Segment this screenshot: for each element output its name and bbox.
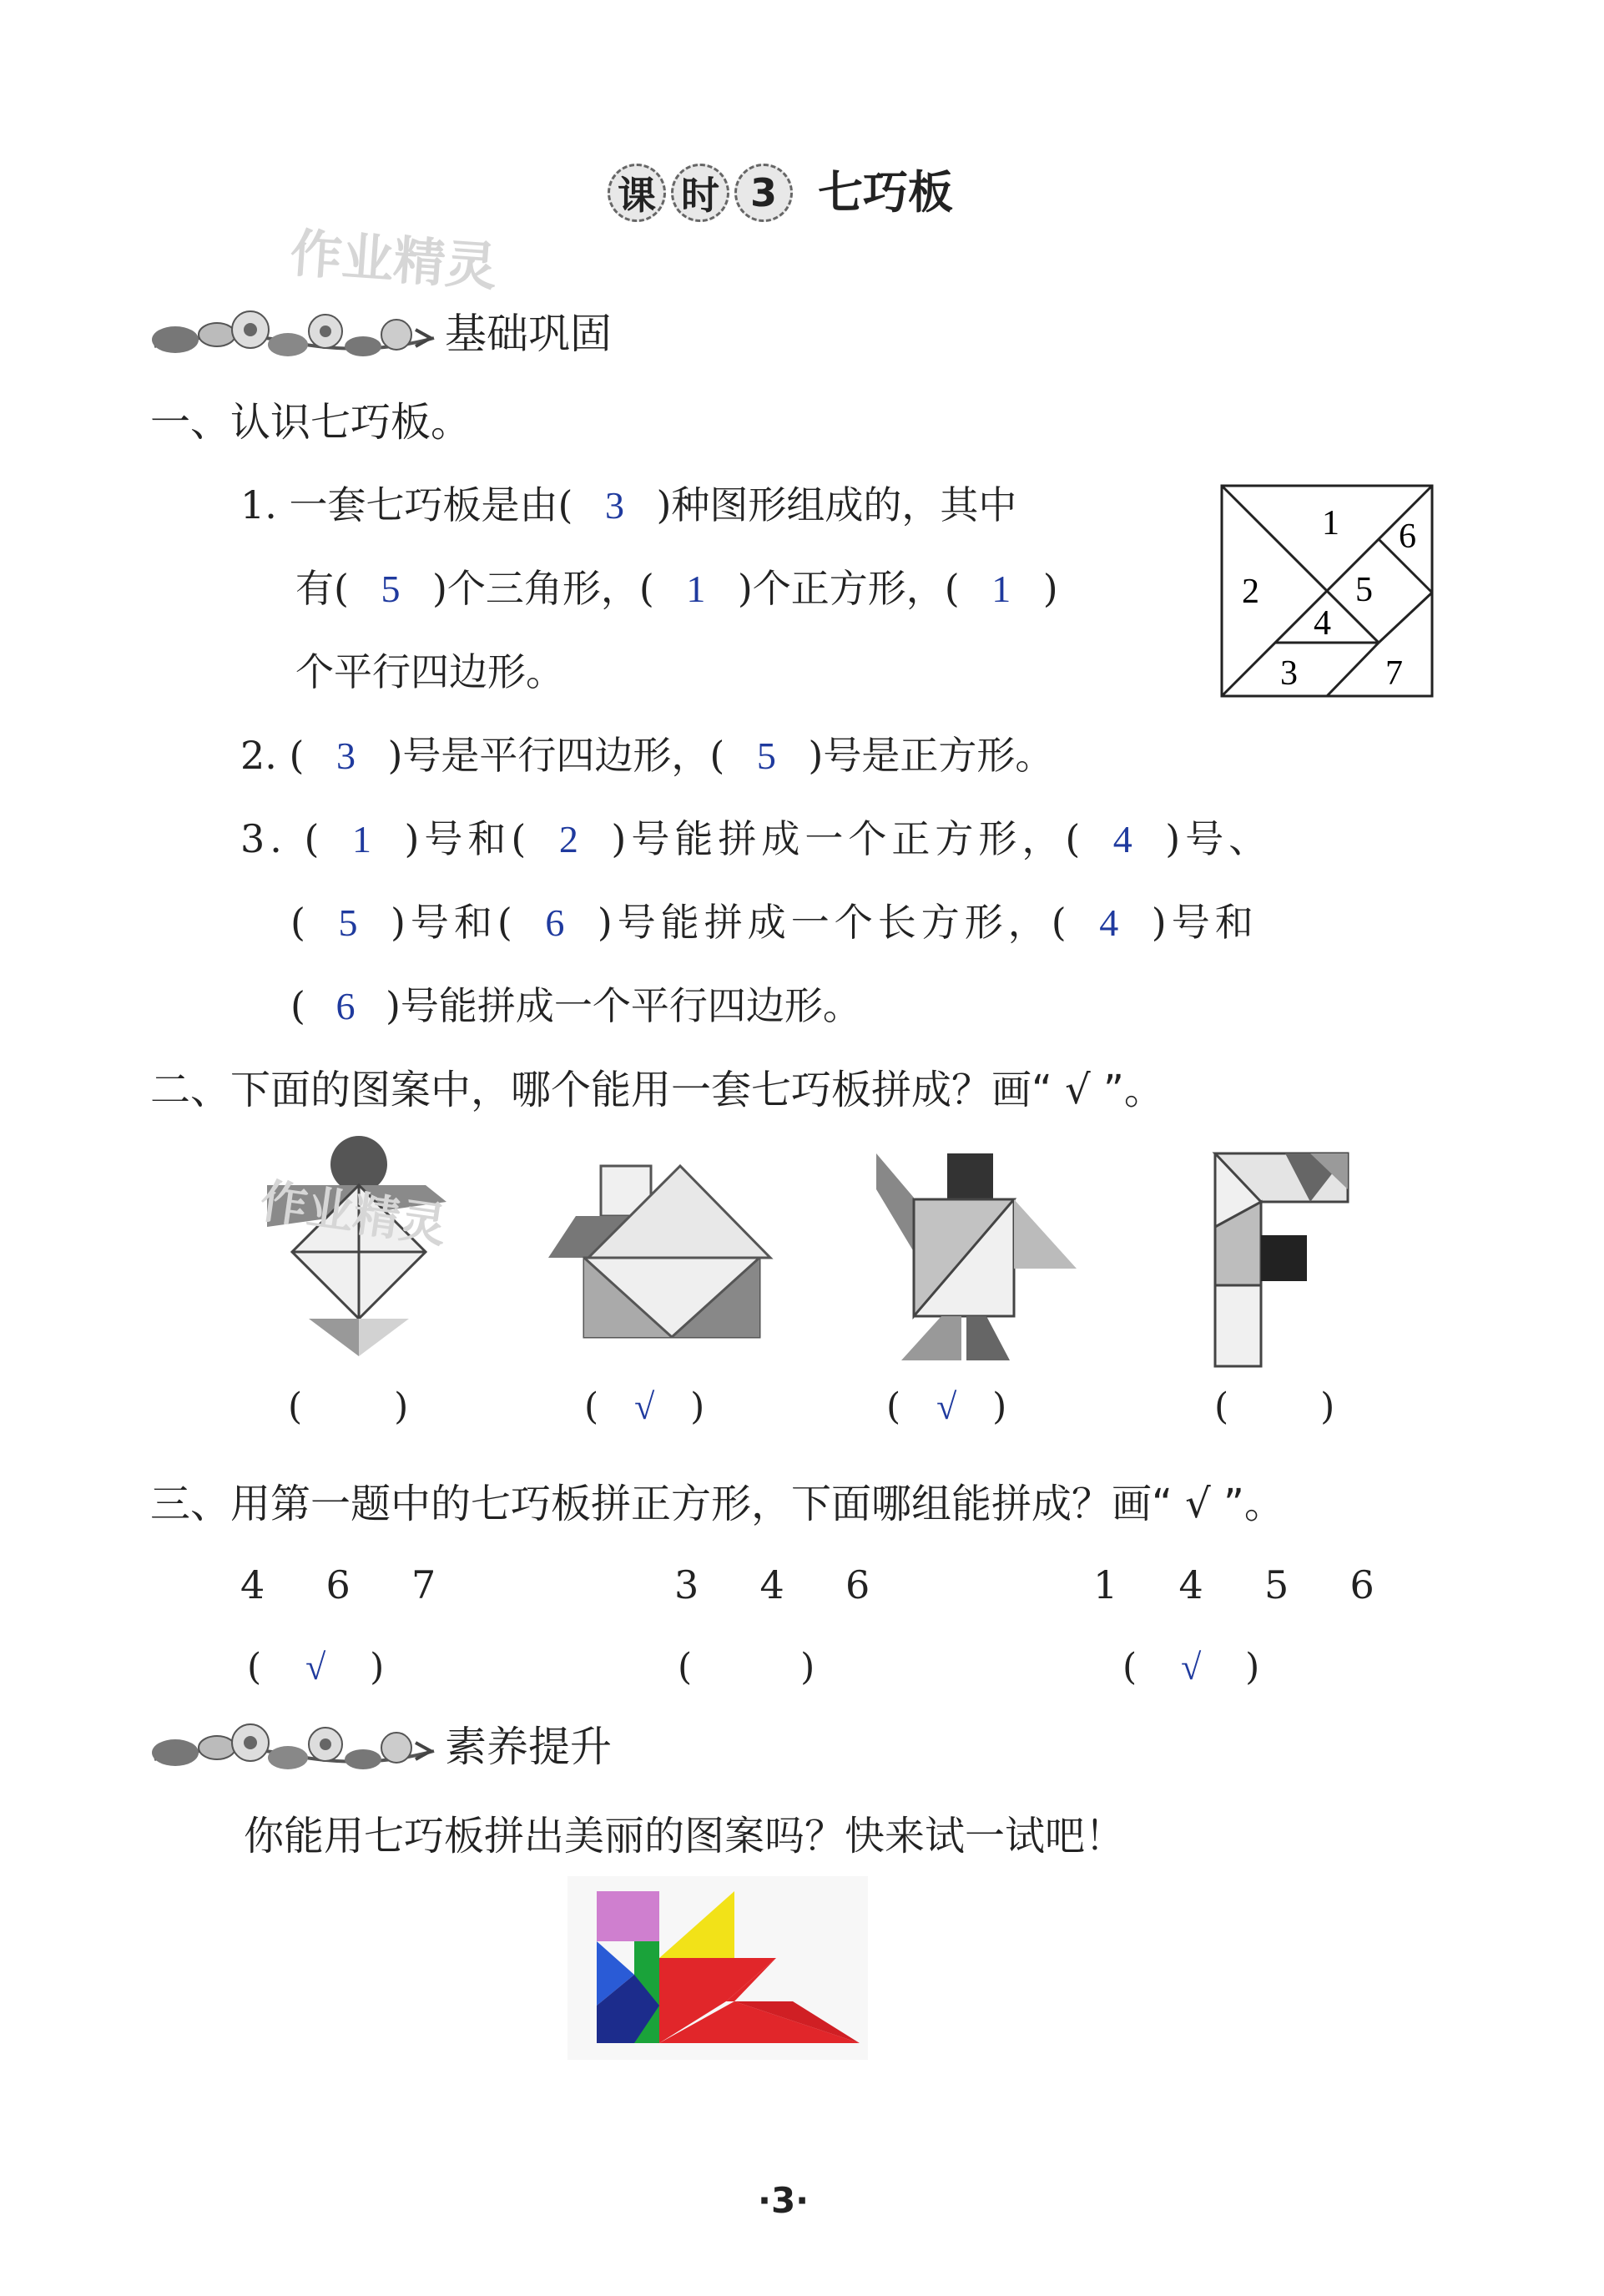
figure-bird (868, 1152, 1085, 1373)
answer-field[interactable]: 5 (338, 901, 363, 944)
q1-item3-line3-a: ( (290, 983, 305, 1028)
answer-field[interactable]: 5 (381, 568, 401, 610)
q1-item3-line1-c: )号能拼成一个正方形，( (611, 816, 1086, 861)
title-badge-1: 课 (608, 164, 666, 222)
tangram-label-5: 5 (1355, 571, 1373, 609)
figure-person (250, 1131, 484, 1365)
watermark-top: 作业精灵 (288, 222, 499, 298)
tangram-square-diagram (1220, 484, 1434, 698)
tangram-label-4: 4 (1314, 604, 1331, 643)
title-badge-2: 时 (671, 164, 729, 222)
tangram-label-2: 2 (1242, 573, 1259, 611)
tangram-label-6: 6 (1399, 517, 1416, 556)
answer-field[interactable]: 2 (558, 818, 583, 860)
floral-ornament-icon (150, 296, 438, 371)
q1-item1-line2-b: )个三角形，( (431, 566, 654, 611)
answer-field[interactable]: 6 (545, 901, 570, 944)
tangram-label-3: 3 (1280, 654, 1298, 693)
section-header-basic (150, 296, 612, 371)
q1-item1-line1-a: 1. 一套七巧板是由( (240, 482, 573, 527)
answer-field[interactable]: 1 (991, 568, 1011, 610)
answer-field[interactable]: √ (634, 1386, 655, 1427)
lesson-title (608, 164, 953, 222)
section-title-basic: 基础巩固 (445, 310, 612, 358)
answer-field[interactable]: 3 (604, 484, 624, 527)
section-header-advanced (150, 1709, 612, 1784)
q1-item1-line2 (295, 566, 1058, 611)
answer-field[interactable]: 5 (756, 734, 776, 777)
q1-item1-line2-a: 有( (295, 566, 349, 611)
q1-item3-line1-b: )号和( (404, 816, 532, 861)
q3-group-1: 4 6 7 (240, 1562, 436, 1607)
q1-item2 (240, 733, 1054, 778)
q1-item3-line2-d: )号和 (1151, 900, 1258, 945)
q3-group-3: 1 4 5 6 (1093, 1562, 1374, 1607)
answer-field[interactable]: 1 (686, 568, 706, 610)
q1-item1-line2-d: ) (1042, 566, 1058, 611)
tangram-duck-picture (567, 1876, 868, 2060)
answer-field[interactable]: √ (1181, 1647, 1202, 1688)
section-title-advanced: 素养提升 (445, 1723, 612, 1771)
q3-heading: 三、用第一题中的七巧板拼正方形，下面哪组能拼成？画“ √ ”。 (150, 1481, 1284, 1527)
q1-item1-line1 (240, 482, 1017, 527)
title-badge-3: 3 (734, 164, 793, 222)
tangram-label-7: 7 (1385, 654, 1403, 693)
q1-item1-line2-c: )个正方形，( (737, 566, 960, 611)
answer-field[interactable]: √ (305, 1647, 326, 1688)
answer-field[interactable]: 6 (335, 985, 356, 1027)
q1-item2-b: )号是平行四边形，( (387, 733, 725, 778)
q2-answer-paren-2: ( √ ) (584, 1385, 705, 1428)
title-text: 七巧板 (818, 166, 953, 219)
answer-field[interactable]: 4 (1099, 901, 1124, 944)
watermark-figure: 作业精灵 (256, 1173, 450, 1254)
q1-item2-a: 2. ( (240, 733, 305, 778)
tangram-label-1: 1 (1322, 504, 1339, 542)
q3-answer-paren-2: ( ) (678, 1646, 815, 1688)
q2-answer-paren-4: ( ) (1214, 1385, 1335, 1428)
page-number: ·3· (758, 2180, 810, 2221)
q3-answer-paren-1: ( √ ) (247, 1646, 385, 1688)
q1-item3-line3-b: )号能拼成一个平行四边形。 (385, 983, 861, 1028)
answer-field[interactable]: 4 (1112, 818, 1137, 860)
q2-heading: 二、下面的图案中，哪个能用一套七巧板拼成？画“ √ ”。 (150, 1067, 1164, 1113)
q1-item3-line1-a: 3. ( (240, 816, 325, 861)
floral-ornament-icon (150, 1709, 438, 1784)
q1-item3-line2-b: )号和( (390, 900, 517, 945)
answer-field[interactable]: 1 (351, 818, 376, 860)
figure-f-shape (1210, 1152, 1360, 1369)
figure-house (547, 1164, 780, 1340)
q1-item3-line2-a: ( (290, 900, 310, 945)
q1-item3-line2-c: )号能拼成一个长方形，( (597, 900, 1072, 945)
answer-field[interactable]: √ (936, 1386, 957, 1427)
q1-item2-c: )号是正方形。 (808, 733, 1054, 778)
q3-group-2: 3 4 6 (674, 1562, 870, 1607)
q3-answer-paren-3: ( √ ) (1122, 1646, 1260, 1688)
answer-field[interactable]: 3 (335, 734, 356, 777)
q1-item3-line1 (240, 816, 1273, 861)
q2-answer-paren-3: ( √ ) (886, 1385, 1007, 1428)
q1-heading: 一、认识七巧板。 (150, 399, 472, 446)
q1-item3-line1-d: )号、 (1165, 816, 1273, 861)
q1-item3-line3 (290, 983, 861, 1028)
q2-answer-paren-1: ( ) (288, 1385, 409, 1428)
q4-prompt: 你能用七巧板拼出美丽的图案吗？快来试一试吧！ (244, 1813, 1126, 1860)
q1-item3-line2 (290, 900, 1258, 945)
q1-item1-line3: 个平行四边形。 (295, 649, 564, 694)
q1-item1-line1-b: )种图形组成的，其中 (656, 482, 1017, 527)
